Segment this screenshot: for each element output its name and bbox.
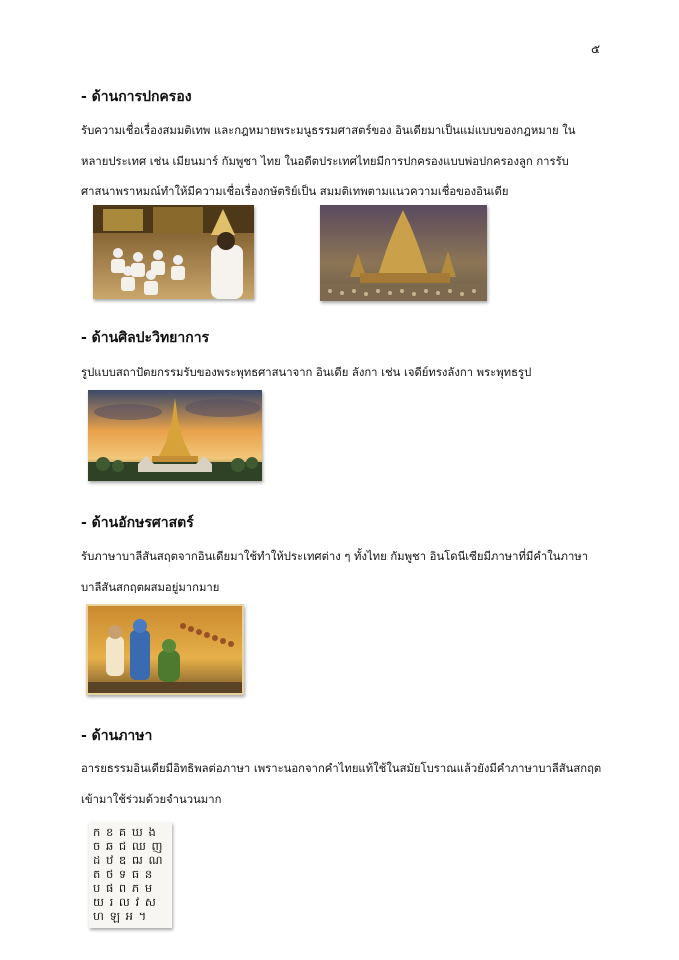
script-row: យ រ ល វ ស xyxy=(93,895,157,909)
script-character-chart xyxy=(89,822,172,928)
photo-stupa-pagoda xyxy=(88,390,262,481)
text-line: รูปแบบสถาปัตยกรรมรับของพระพุทธศาสนาจาก อินเดีย ลังกา เช่น เจดีย์ทรงลังกา พระพุทธรูป xyxy=(81,366,532,379)
section-heading-language: - ด้านภาษา xyxy=(81,728,153,744)
paragraph-language xyxy=(81,754,611,815)
section-heading-arts: - ด้านศิลปะวิทยาการ xyxy=(81,330,210,346)
script-row: ច ឆ ជ ឈ ញ xyxy=(93,839,164,853)
script-row: ដ ឋ ឌ ឍ ណ xyxy=(93,853,164,867)
text-line: รับภาษาบาลีสันสฤตจากอินเดียมาใช้ทำให้ประเทศต่าง ๆ ทั้งไทย กัมพูชา อินโดนีเซียมีภาษาที่มีคำในภาษา xyxy=(81,550,589,563)
script-row: ហ ឡ អ ។ xyxy=(93,909,148,923)
photo-ramayana-painting xyxy=(86,604,244,695)
paragraph-literature xyxy=(81,542,611,603)
text-line: รับความเชื่อเรื่องสมมติเทพ และกฎหมายพระมนูธรรมศาสตร์ของ อินเดียมาเป็นแม่แบบของกฎหมาย ใน xyxy=(81,124,576,137)
section-heading-governance: - ด้านการปกครอง xyxy=(81,89,192,105)
text-line: ศาสนาพราหมณ์ทำให้มีความเชื่อเรื่องกษัตริย์เป็น สมมติเทพตามแนวความเชื่อของอินเดีย xyxy=(81,185,509,198)
paragraph-arts xyxy=(81,358,611,389)
section-heading-literature: - ด้านอักษรศาสตร์ xyxy=(81,515,194,531)
text-line: บาลีสันสกฤตผสมอยู่มากมาย xyxy=(81,580,220,594)
photo-royal-procession xyxy=(320,205,487,301)
text-line: เข้ามาใช้ร่วมด้วยจำนวนมาก xyxy=(81,792,222,806)
paragraph-governance xyxy=(81,116,611,208)
photo-royal-ceremony xyxy=(93,205,254,299)
script-row: ប ផ ព ភ ម xyxy=(93,881,154,895)
script-row: ត ថ ទ ធ ន xyxy=(93,867,154,881)
text-line: อารยธรรมอินเดียมีอิทธิพลต่อภาษา เพราะนอกจากคำไทยแท้ใช้ในสมัยโบราณแล้วยังมีคำภาษาบาลีสันสกฤต xyxy=(81,762,602,775)
page-number: ๕ xyxy=(591,42,601,56)
text-line: หลายประเทศ เช่น เมียนมาร์ กัมพูชา ไทย ในอดีตประเทศไทยมีการปกครองแบบพ่อปกครองลูก การรับ xyxy=(81,154,569,168)
script-row: ក ខ គ ឃ ង xyxy=(93,825,157,839)
